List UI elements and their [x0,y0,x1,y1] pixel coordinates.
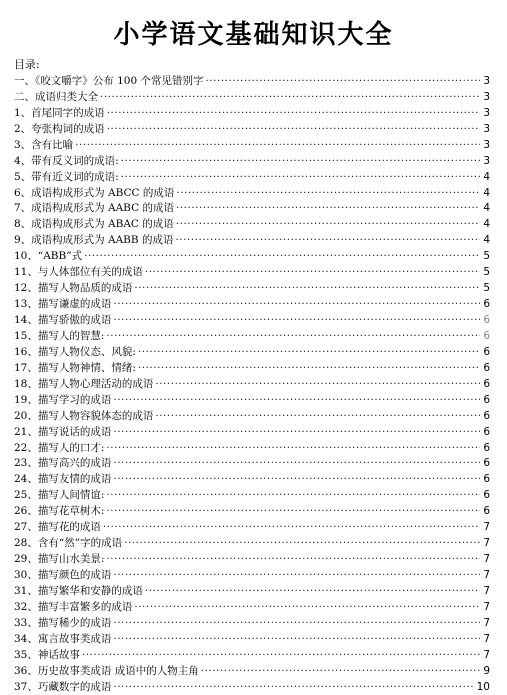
toc-entry-label: 16、描写人物仪态、风貌: [14,345,136,358]
toc-entry-label: 二、成语归类大全 [14,90,98,103]
toc-entry-page: 5 [483,250,490,263]
table-of-contents [14,72,490,694]
toc-entry-label: 11、与人体部位有关的成语 [14,266,143,279]
toc-entry-label: 7、成语构成形式为 AABC 的成语 [14,202,174,215]
toc-leader-dots [113,633,480,646]
toc-entry-page: 4 [483,170,490,183]
toc-entry[interactable] [14,550,490,566]
toc-entry-page: 7 [483,616,490,629]
toc-entry[interactable] [14,646,490,662]
toc-entry-page: 3 [483,106,490,119]
toc-entry-page: 4 [483,234,490,247]
toc-entry[interactable] [14,88,490,104]
toc-leader-dots [138,362,480,375]
toc-entry-page: 6 [483,489,490,502]
toc-entry-label: 31、描写繁华和安静的成语 [14,584,143,597]
toc-entry[interactable] [14,231,490,247]
toc-leader-dots [113,617,480,630]
toc-entry-page: 7 [483,632,490,645]
toc-entry-label: 10、“ABB”式 [14,250,83,263]
toc-entry[interactable] [14,678,490,694]
toc-leader-dots [155,410,480,423]
toc-leader-dots [121,155,480,168]
toc-leader-dots [124,537,480,550]
toc-entry-page: 6 [483,393,490,406]
toc-entry-page: 3 [483,122,490,135]
toc-entry-label: 35、神话故事 [14,648,80,661]
toc-entry-page: 6 [483,409,490,422]
toc-entry-page: 7 [483,537,490,550]
toc-entry[interactable] [14,168,490,184]
toc-entry[interactable] [14,455,490,471]
toc-leader-dots [106,553,480,566]
toc-entry-label: 8、成语构成形式为 ABAC 的成语 [14,218,174,231]
toc-entry-page: 7 [483,553,490,566]
toc-leader-dots [176,187,480,200]
toc-entry-page: 6 [483,377,490,390]
toc-entry[interactable] [14,104,490,120]
toc-entry-page: 6 [483,298,490,311]
toc-entry-page: 3 [483,154,490,167]
toc-entry[interactable] [14,518,490,534]
toc-entry-label: 34、寓言故事类成语 [14,632,112,645]
toc-leader-dots [175,234,480,247]
toc-leader-dots [113,457,480,470]
toc-entry-label: 3、含有比喻 [14,138,74,151]
toc-entry-page: 4 [483,186,490,199]
toc-entry-label: 36、历史故事类成语 成语中的人物主角 [14,664,199,677]
toc-entry-label: 37、巧藏数字的成语 [14,680,112,693]
toc-entry[interactable] [14,407,490,423]
toc-leader-dots [113,298,480,311]
toc-leader-dots [138,346,480,359]
toc-leader-dots [106,505,480,518]
toc-entry[interactable] [14,423,490,439]
toc-entry[interactable] [14,662,490,678]
toc-entry-page: 4 [483,218,490,231]
toc-entry-label: 28、含有“然”字的成语 [14,537,123,550]
toc-heading: 目录: [14,58,40,71]
toc-entry[interactable] [14,72,490,88]
toc-leader-dots [113,314,480,327]
toc-entry-label: 27、描写花的成语 [14,521,101,534]
toc-entry-label: 9、成语构成形式为 AABB 的成语 [14,234,174,247]
toc-leader-dots [201,665,480,678]
toc-entry[interactable] [14,486,490,502]
toc-entry[interactable] [14,534,490,550]
toc-entry-page: 7 [483,569,490,581]
toc-entry-label: 一、《咬文嚼字》公布 100 个常见错别字 [14,74,204,87]
toc-entry-page: 6 [483,457,490,470]
toc-entry-page: 3 [483,90,490,103]
toc-entry-label: 22、描写人的口才: [14,441,105,454]
toc-entry-page: 6 [483,314,490,326]
toc-leader-dots [113,681,474,694]
toc-entry[interactable] [14,327,490,343]
toc-entry-label: 20、描写人物容貌体态的成语 [14,409,154,422]
toc-entry-label: 23、描写高兴的成语 [14,457,112,470]
toc-entry[interactable] [14,263,490,279]
toc-leader-dots [145,585,480,598]
toc-leader-dots [145,266,480,279]
toc-entry-page: 10 [476,680,490,693]
toc-entry-label: 6、成语构成形式为 ABCC 的成语 [14,186,175,199]
toc-entry-page: 7 [483,600,490,613]
toc-entry-label: 14、描写骄傲的成语 [14,314,112,326]
toc-entry[interactable] [14,152,490,168]
toc-entry-label: 29、描写山水美景: [14,553,105,566]
toc-entry[interactable] [14,215,490,231]
toc-leader-dots [155,378,480,391]
toc-entry-label: 18、描写人物心理活动的成语 [14,377,154,390]
toc-entry-label: 13、描写谦虚的成语 [14,298,112,311]
toc-leader-dots [205,75,480,88]
toc-leader-dots [103,521,480,534]
toc-entry-label: 1、首尾同字的成语 [14,106,105,119]
toc-leader-dots [106,330,480,343]
toc-entry[interactable] [14,359,490,375]
toc-entry[interactable] [14,598,490,614]
toc-leader-dots [113,394,480,407]
toc-leader-dots [134,282,480,295]
toc-entry-page: 6 [483,329,490,342]
toc-entry[interactable] [14,391,490,407]
toc-entry[interactable] [14,120,490,136]
toc-entry-label: 12、描写人物品质的成语 [14,282,133,295]
toc-entry-page: 7 [483,521,490,534]
toc-entry[interactable] [14,582,490,598]
toc-entry[interactable] [14,502,490,518]
toc-entry[interactable] [14,295,490,311]
toc-entry[interactable] [14,375,490,391]
toc-entry-page: 6 [483,441,490,454]
toc-entry-label: 24、描写友情的成语 [14,473,112,486]
toc-leader-dots [100,91,480,104]
toc-entry-label: 5、带有近义词的成语: [14,170,119,183]
toc-entry-page: 6 [483,361,490,374]
toc-entry[interactable] [14,439,490,455]
toc-leader-dots [121,171,480,184]
toc-entry-label: 15、描写人的智慧: [14,329,105,342]
toc-entry-page: 3 [483,138,490,151]
toc-entry[interactable] [14,630,490,646]
toc-leader-dots [84,250,480,263]
toc-entry[interactable] [14,566,490,582]
toc-entry-label: 30、描写颜色的成语 [14,569,112,581]
toc-entry[interactable] [14,343,490,359]
toc-leader-dots [82,649,480,662]
toc-entry-page: 6 [483,473,490,486]
toc-leader-dots [107,107,480,120]
toc-entry-label: 32、描写丰富繁多的成语 [14,600,133,613]
toc-entry[interactable] [14,200,490,216]
toc-leader-dots [113,569,480,582]
toc-leader-dots [107,123,480,136]
toc-leader-dots [134,601,480,614]
toc-leader-dots [176,218,480,231]
document-title: 小学语文基础知识大全 [113,20,394,50]
toc-entry-label: 4、带有反义词的成语: [14,154,119,167]
toc-leader-dots [176,202,480,215]
toc-entry[interactable] [14,614,490,630]
toc-entry-page: 5 [483,282,490,295]
toc-entry[interactable] [14,311,490,327]
toc-entry-label: 19、描写学习的成语 [14,393,112,406]
toc-entry-page: 9 [483,664,490,677]
toc-entry-label: 33、描写稀少的成语 [14,616,112,629]
toc-leader-dots [106,442,480,455]
toc-entry-page: 6 [483,505,490,518]
toc-entry[interactable] [14,184,490,200]
toc-entry-label: 21、描写说话的成语 [14,425,112,438]
toc-entry-label: 17、描写人物神情、情绪: [14,361,136,374]
toc-entry-page: 4 [483,202,490,215]
toc-entry[interactable] [14,136,490,152]
toc-entry-page: 7 [483,648,490,661]
toc-entry[interactable] [14,470,490,486]
toc-leader-dots [113,426,480,439]
toc-entry-label: 26、描写花草树木: [14,505,105,518]
toc-entry[interactable] [14,279,490,295]
toc-entry-page: 7 [483,584,490,597]
toc-entry-page: 6 [483,425,490,438]
toc-leader-dots [106,489,480,502]
toc-entry-page: 5 [483,266,490,279]
toc-entry[interactable] [14,247,490,263]
toc-entry-label: 25、描写人间情谊: [14,489,105,502]
toc-leader-dots [75,139,480,152]
toc-entry-label: 2、夸张构词的成语 [14,122,105,135]
toc-leader-dots [113,473,480,486]
toc-entry-page: 6 [483,345,490,358]
toc-entry-page: 3 [483,74,490,87]
